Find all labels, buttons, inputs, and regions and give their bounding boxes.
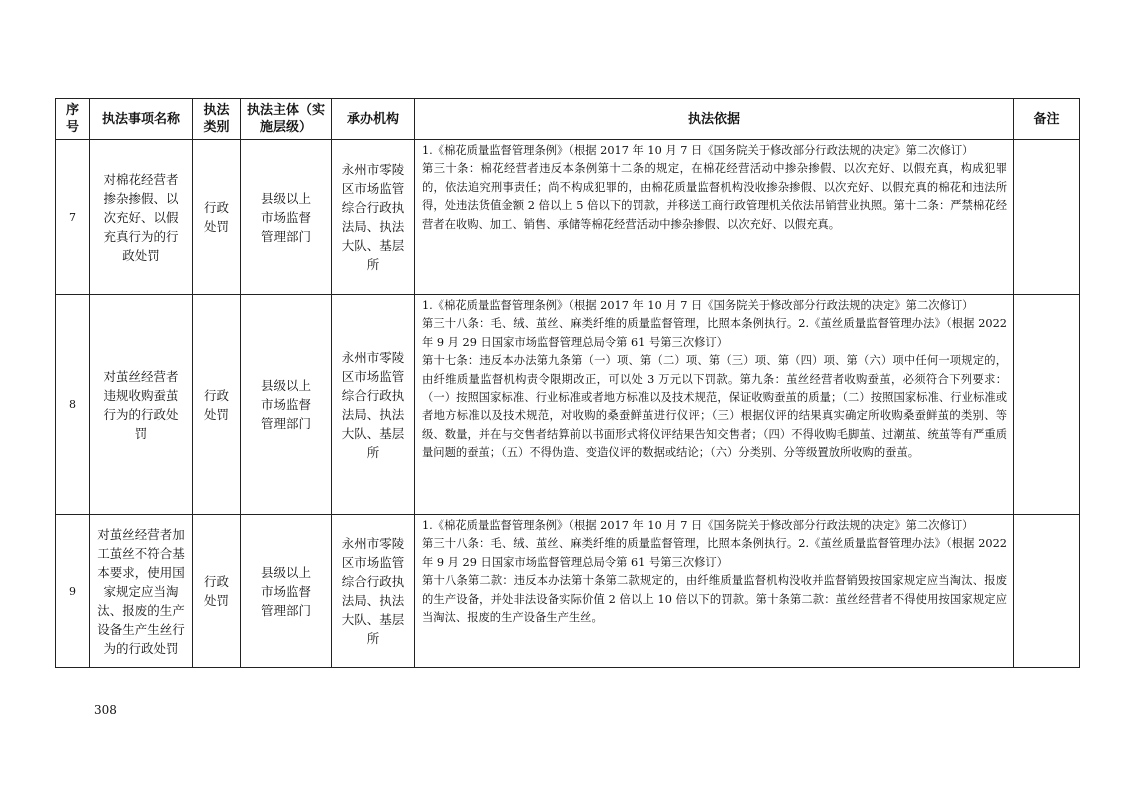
cell-agency: 永州市零陵区市场监管综合行政执法局、执法大队、基层所 (332, 515, 415, 668)
page-number: 308 (94, 703, 117, 717)
basis-paragraph: 第十七条：违反本办法第九条第（一）项、第（二）项、第（三）项、第（四）项、第（六）项中任何一项规定的，由纤维质量监督机构责令限期改正，可以处 3 万元以下罚款。第九条：茧丝经营者收购蚕茧，必须符合下列要求：（一）按照国家标准、行业标准或者地方标准以及技术规范，保证收购蚕茧的质量；（二）按照国家标准、行业标准或者地方标准以及技术规范，对收购的桑蚕鲜茧进行仪评；（三）根据仪评的结果真实确定所收购桑蚕鲜茧的类别、等级、数量，并在与交售者结算前以书面形式将仪评结果告知交售者；（四）不得收购毛脚茧、过潮茧、统茧等有严重质量问题的蚕茧；（五）不得伪造、变造仪评的数据或结论；（六）分类别、分等级置放所收购的蚕茧。 (422, 354, 1007, 460)
header-agency: 承办机构 (332, 99, 415, 140)
table-header-row (56, 99, 1080, 140)
enforcement-items-table (55, 98, 1080, 668)
cell-category: 行政处罚 (193, 140, 241, 295)
basis-paragraph: 第三十八条：毛、绒、茧丝、麻类纤维的质量监督管理，比照本条例执行。2.《茧丝质量监督管理办法》（根据 2022 年 9 月 29 日国家市场监督管理总局令第 61 号第三次修订） (422, 317, 1007, 349)
cell-basis (415, 295, 1014, 515)
header-subject: 执法主体（实施层级） (241, 99, 332, 140)
basis-paragraph: 1.《棉花质量监督管理条例》（根据 2017 年 10 月 7 日《国务院关于修改部分行政法规的决定》第二次修订） (422, 519, 974, 532)
cell-item-name: 对茧丝经营者违规收购蚕茧行为的行政处罚 (90, 295, 193, 515)
cell-seq: 7 (56, 140, 90, 295)
header-item-name: 执法事项名称 (90, 99, 193, 140)
basis-paragraph: 第三十条：棉花经营者违反本条例第十二条的规定，在棉花经营活动中掺杂掺假、以次充好、以假充真，构成犯罪的，依法追究刑事责任；尚不构成犯罪的，由棉花质量监督机构没收掺杂掺假、以次充好、以假充真的棉花和违法所得，处违法货值金额 2 倍以上 5 倍以下的罚款，并移送工商行政管理机关依法吊销营业执照。第十二条：严禁棉花经营者在收购、加工、销售、承储等棉花经营活动中掺杂掺假、以次充好、以假充真。 (422, 162, 1007, 231)
cell-category: 行政处罚 (193, 295, 241, 515)
cell-seq: 8 (56, 295, 90, 515)
table-row (56, 515, 1080, 668)
cell-item-name: 对茧丝经营者加工茧丝不符合基本要求，使用国家规定应当淘汰、报废的生产设备生产生丝行为的行政处罚 (90, 515, 193, 668)
cell-agency: 永州市零陵区市场监管综合行政执法局、执法大队、基层所 (332, 295, 415, 515)
cell-subject: 县级以上市场监督管理部门 (241, 140, 332, 295)
cell-subject: 县级以上市场监督管理部门 (241, 295, 332, 515)
header-basis: 执法依据 (415, 99, 1014, 140)
basis-paragraph: 第十八条第二款：违反本办法第十条第二款规定的，由纤维质量监督机构没收并监督销毁按国家规定应当淘汰、报废的生产设备，并处非法设备实际价值 2 倍以上 10 倍以下的罚款。第十条第二款：茧丝经营者不得使用按国家规定应当淘汰、报废的生产设备生产生丝。 (422, 574, 1007, 625)
cell-remarks (1014, 295, 1080, 515)
table-row (56, 295, 1080, 515)
cell-agency: 永州市零陵区市场监管综合行政执法局、执法大队、基层所 (332, 140, 415, 295)
basis-paragraph: 1.《棉花质量监督管理条例》（根据 2017 年 10 月 7 日《国务院关于修改部分行政法规的决定》第二次修订） (422, 144, 974, 157)
cell-seq: 9 (56, 515, 90, 668)
header-category: 执法类别 (193, 99, 241, 140)
cell-item-name: 对棉花经营者掺杂掺假、以次充好、以假充真行为的行政处罚 (90, 140, 193, 295)
basis-paragraph: 第三十八条：毛、绒、茧丝、麻类纤维的质量监督管理，比照本条例执行。2.《茧丝质量监督管理办法》（根据 2022 年 9 月 29 日国家市场监督管理总局令第 61 号第三次修订） (422, 537, 1007, 569)
table-row (56, 140, 1080, 295)
cell-category: 行政处罚 (193, 515, 241, 668)
cell-basis (415, 140, 1014, 295)
cell-remarks (1014, 140, 1080, 295)
header-seq: 序号 (56, 99, 90, 140)
cell-remarks (1014, 515, 1080, 668)
cell-subject: 县级以上市场监督管理部门 (241, 515, 332, 668)
basis-paragraph: 1.《棉花质量监督管理条例》（根据 2017 年 10 月 7 日《国务院关于修改部分行政法规的决定》第二次修订） (422, 299, 974, 312)
cell-basis (415, 515, 1014, 668)
header-remarks: 备注 (1014, 99, 1080, 140)
